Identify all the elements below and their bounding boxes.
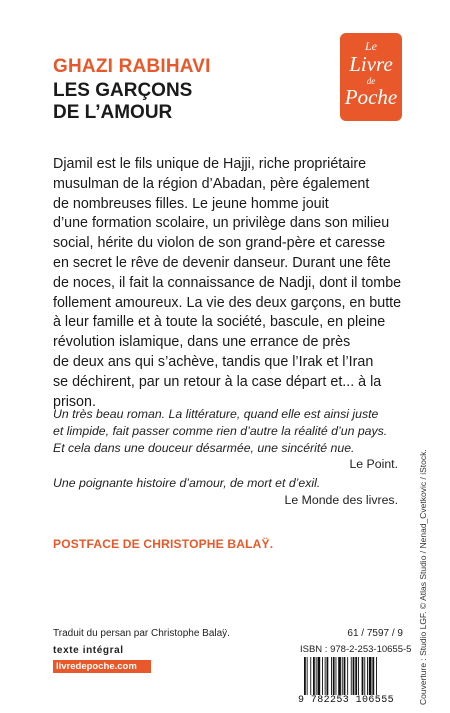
summary-line: follement amoureux. La vie des deux garçons, en butte bbox=[53, 294, 402, 311]
summary-line: d’une formation scolaire, un privilège dans son milieu bbox=[53, 215, 390, 232]
quote-line: Un très beau roman. La littérature, quand elle est ainsi juste bbox=[53, 407, 379, 421]
quote-line: Une poignante histoire d’amour, de mort et d’exil. bbox=[53, 476, 321, 490]
book-summary bbox=[53, 155, 402, 412]
cover-credit: Couverture : Studio LGF. © Atlas Studio / Nenad_Cvetkovic / iStock. bbox=[418, 449, 428, 705]
book-title bbox=[53, 80, 192, 124]
barcode-icon bbox=[303, 657, 407, 695]
title-line-2: DE L’AMOUR bbox=[53, 102, 173, 123]
summary-line: prison. bbox=[53, 393, 96, 410]
translator-credit: Traduit du persan par Christophe Balaÿ. bbox=[53, 628, 230, 639]
quote-line: Et cela dans une douceur désarmée, une sincérité nue. bbox=[53, 440, 355, 455]
logo-text-poche: Poche bbox=[344, 85, 398, 109]
summary-line: de noces, il fait la connaissance de Nadji, dont il tombe bbox=[53, 274, 402, 291]
isbn-number: ISBN : 978-2-253-10655-5 bbox=[300, 644, 412, 655]
publisher-logo bbox=[340, 33, 402, 121]
summary-line: à leur famille et à toute la société, bascule, en pleine bbox=[53, 314, 386, 331]
summary-line: musulman de la région d’Abadan, père également bbox=[53, 175, 370, 192]
press-quote-le-monde bbox=[53, 475, 398, 509]
summary-line: révolution islamique, dans une errance de près bbox=[53, 334, 351, 351]
summary-line: de nombreuses filles. Le jeune homme jouit bbox=[53, 195, 329, 212]
logo-text-le: Le bbox=[365, 39, 377, 53]
author-name: GHAZI RABIHAVI bbox=[53, 56, 211, 77]
publisher-website[interactable]: livredepoche.com bbox=[53, 660, 151, 673]
logo-text-livre: Livre bbox=[349, 52, 393, 76]
postface-credit: POSTFACE DE CHRISTOPHE BALAŸ. bbox=[53, 537, 274, 551]
logo-text-de: de bbox=[366, 76, 376, 86]
quote-source: Le Monde des livres. bbox=[284, 492, 398, 507]
summary-line: se déchirent, par un retour à la case départ et... à la bbox=[53, 373, 382, 390]
barcode-digits: 9 782253 106555 bbox=[298, 695, 395, 706]
summary-line: social, hérite du violon de son grand-père et caresse bbox=[53, 235, 386, 252]
integral-text-label: texte intégral bbox=[53, 645, 124, 656]
title-line-1: LES GARÇONS bbox=[53, 80, 193, 101]
summary-line: de deux ans qui s’achève, tandis que l’Irak et l’Iran bbox=[53, 353, 374, 370]
catalog-number: 61 / 7597 / 9 bbox=[347, 628, 403, 639]
summary-line: Djamil est le fils unique de Hajji, riche propriétaire bbox=[53, 156, 367, 172]
quote-source: Le Point. bbox=[349, 457, 398, 472]
press-quote-le-point bbox=[53, 406, 398, 473]
quote-line: et limpide, fait passer comme rien d’autre la réalité d’un pays. bbox=[53, 423, 388, 438]
summary-line: en secret le rêve de devenir danseur. Durant une fête bbox=[53, 254, 391, 271]
